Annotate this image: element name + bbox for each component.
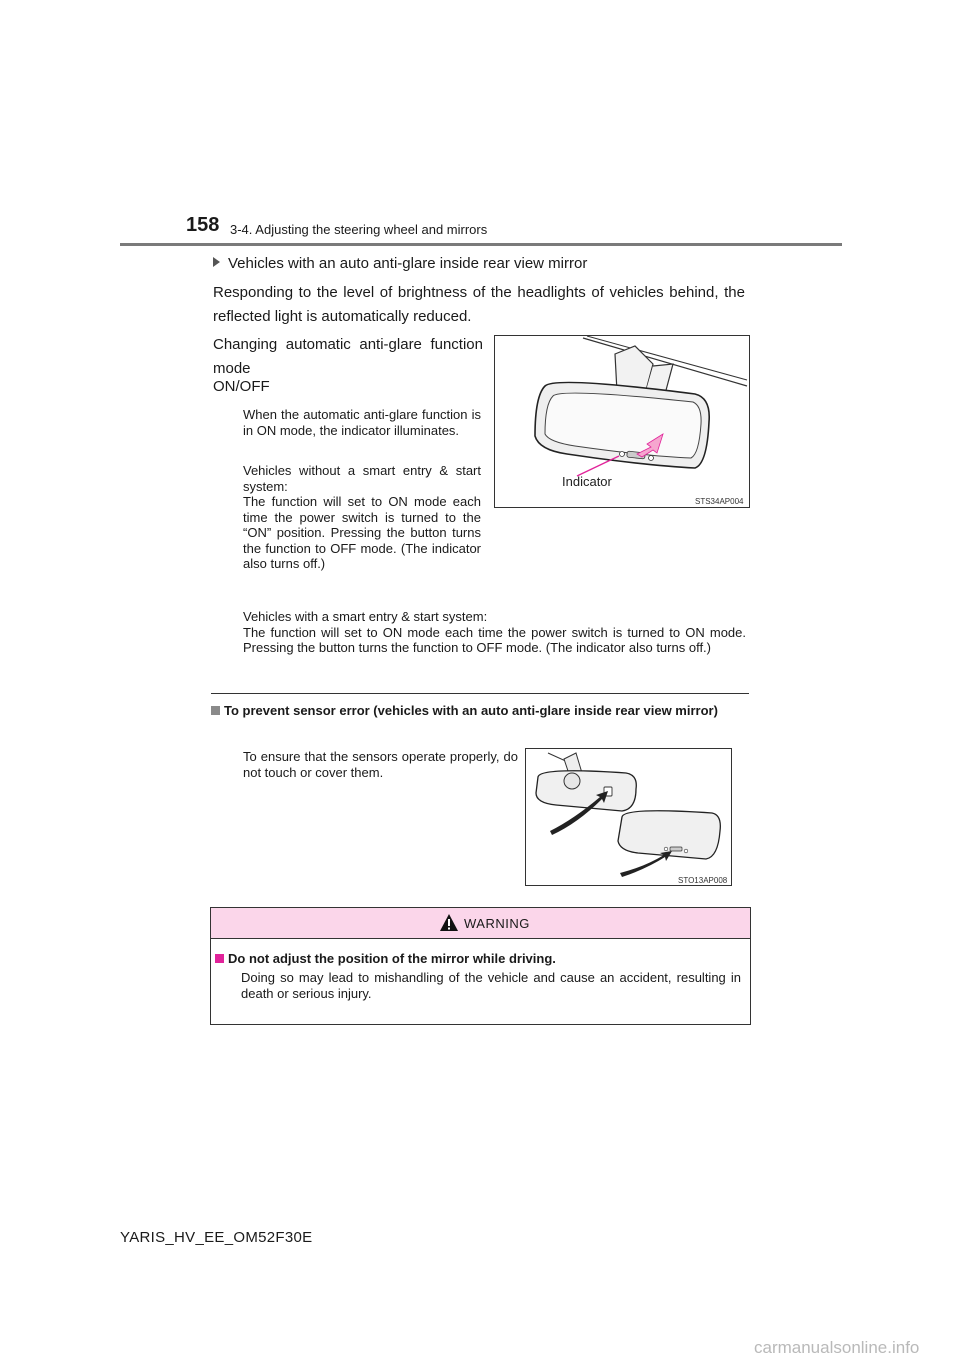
warning-icon [439,913,459,932]
intro-paragraph: Responding to the level of brightness of the headlights of vehicles behind, the reflected light is automatically reduced. [213,284,745,325]
warning-subheading [215,951,556,966]
paragraph-text: The function will set to ON mode each time the power switch is turned to the “ON” position. Pressing the button turns the function to OFF mode. (The indicator also turns off.) [243,494,481,571]
square-bullet-icon [215,954,224,963]
section-divider [211,693,749,694]
bullet-heading-text: Vehicles with an auto anti-glare inside rear view mirror [228,255,588,272]
paragraph-without-smart-entry [243,463,481,572]
sensor-subheading-text: To prevent sensor error (vehicles with an auto anti-glare inside rear view mirror) [224,703,718,718]
sensor-paragraph: To ensure that the sensors operate properly, do not touch or cover them. [243,749,518,780]
triangle-bullet-icon [213,257,220,267]
paragraph-indicator: When the automatic anti-glare function is in ON mode, the indicator illuminates. [243,407,481,438]
function-mode: ON/OFF [213,378,270,395]
function-title: Changing automatic anti-glare function mode [213,336,483,377]
watermark: carmanualsonline.info [754,1338,920,1357]
paragraph-label: Vehicles with a smart entry & start system: [243,609,488,624]
bullet-heading [213,255,587,272]
square-bullet-icon [211,706,220,715]
sensor-subheading [211,703,749,719]
paragraph-with-smart-entry [243,609,746,656]
warning-title: WARNING [464,916,530,931]
figure-code: STO13AP008 [678,876,728,885]
paragraph-text: The function will set to ON mode each time the power switch is turned to ON mode. Pressing the button turns the function to OFF mode. (The indicator also turns off.) [243,624,746,655]
warning-header [211,908,750,939]
figure-code: STS34AP004 [695,497,744,506]
warning-subheading-text: Do not adjust the position of the mirror while driving. [228,951,556,966]
page-number: 158 [186,214,220,236]
document-code: YARIS_HV_EE_OM52F30E [120,1229,313,1246]
paragraph-label: Vehicles without a smart entry & start system: [243,463,481,494]
section-title: 3-4. Adjusting the steering wheel and mirrors [230,222,488,237]
figure-mirror-sensors [525,748,732,886]
figure-mirror-indicator [494,335,750,508]
indicator-label: Indicator [562,474,612,489]
sensor-illustration [526,749,731,885]
warning-box [210,907,751,1025]
header-rule [120,243,842,246]
warning-body: Doing so may lead to mishandling of the vehicle and cause an accident, resulting in death or serious injury. [241,970,741,1001]
mirror-illustration [495,336,749,507]
